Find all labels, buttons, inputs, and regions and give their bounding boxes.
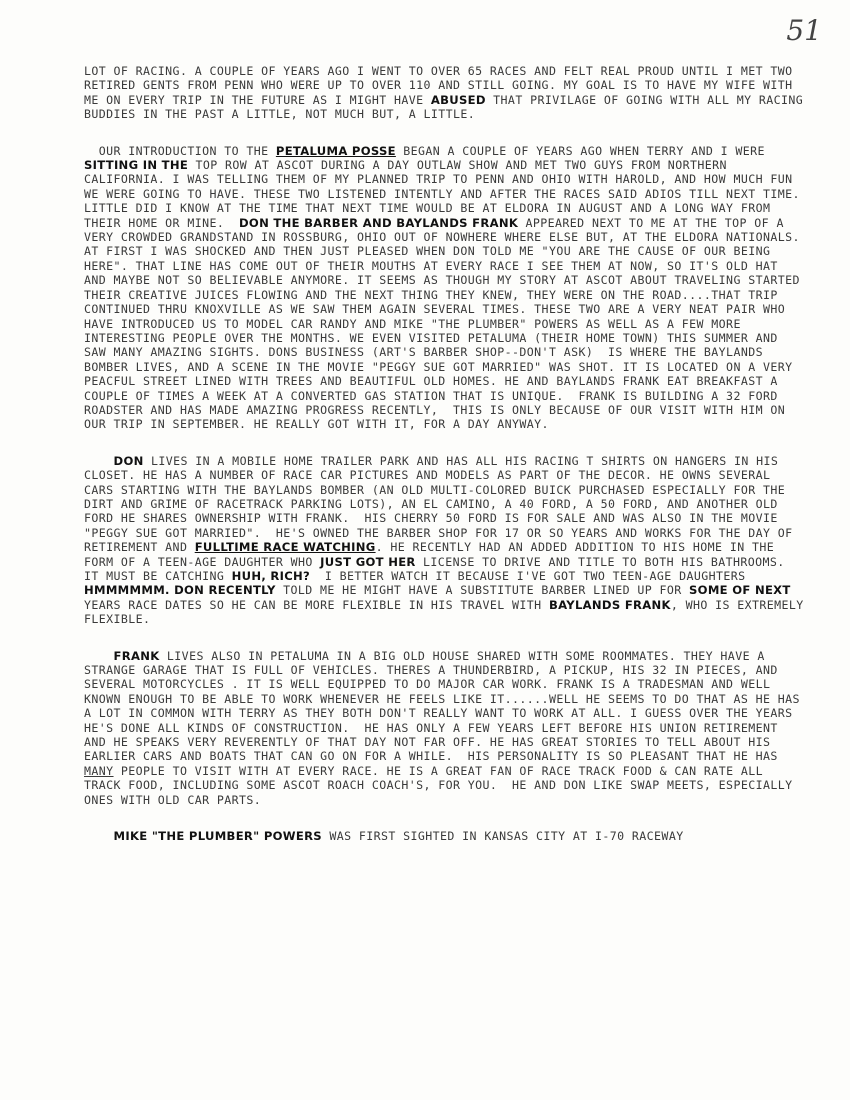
text-run: . HE RECENTLY HAD AN ADDED ADDITION TO HIS HOME IN THE FORM OF A TEEN-AGE DAUGHTER WHO <box>84 540 782 569</box>
bold-text: SOME OF NEXT <box>689 583 791 598</box>
text-run <box>84 649 114 663</box>
bold-text: MIKE "THE PLUMBER" POWERS <box>113 829 322 844</box>
text-run: BEGAN A COUPLE OF YEARS AGO WHEN TERRY AND I WERE <box>395 143 773 158</box>
bold-underlined-text: PETALUMA POSSE <box>275 143 396 158</box>
bold-text: JUST GOT HER <box>320 554 416 569</box>
paragraph-mike-powers <box>84 829 806 843</box>
text-run: THAT PRIVILAGE OF GOING WITH ALL MY RACING BUDDIES IN THE PAST A LITTLE, NOT MUCH BUT, A LITTLE. <box>84 92 811 122</box>
bold-text: HUH, RICH? <box>231 569 311 583</box>
text-run: TOLD ME HE MIGHT HAVE A SUBSTITUTE BARBER LINED UP FOR <box>275 583 690 598</box>
paragraph-petaluma-posse <box>84 143 815 432</box>
text-run: YEARS RACE DATES SO HE CAN BE MORE FLEXIBLE IN HIS TRAVEL WITH <box>84 583 799 612</box>
text-run: , WHO IS EXTREMELY FLEXIBLE. <box>84 597 812 627</box>
bold-text: DON THE BARBER AND BAYLANDS FRANK <box>238 215 519 230</box>
text-run: LIVES IN A MOBILE HOME TRAILER PARK AND HAS ALL HIS RACING T SHIRTS ON HANGERS IN HIS CLOSET. HE HAS A NUMBER OF RACE CAR PICTURES AND MODELS AS PART OF THE DECOR. HE OWNS SEVERAL CARS STARTING WITH THE BAYLANDS BOMBER (AN OLD MULTI-COLORED BUICK PURCHASED ESPECIALLY FOR THE DIRT AND GRIME OF RACETRACK PARKING LOTS), AN EL CAMINO, A 40 FORD, A 50 FORD, AND ANOTHER OLD FORD HE SHARES OWNERSHIP WITH FRANK. HIS CHERRY 50 FORD IS FOR SALE AND WAS ALSO IN THE MOVIE "PEGGY SUE GOT MARRIED". HE'S OWNED THE BARBER SHOP FOR 17 OR SO YEARS AND WORKS FOR THE DAY OF RETIREMENT AND <box>84 453 800 555</box>
text-run: TOP ROW AT ASCOT DURING A DAY OUTLAW SHOW AND MET TWO GUYS FROM NORTHERN CALIFORNIA. I WAS TELLING THEM OF MY PLANNED TRIP TO PENN AND OHIO WITH HAROLD, AND HOW MUCH FUN WE WERE GOING TO HAVE. THESE TWO LISTENED INTENTLY AND AFTER THE RACES SAID ADIOS TILL NEXT TIME. LITTLE DID I KNOW AT THE TIME THAT NEXT TIME WOULD BE AT ELDORA IN AUGUST AND A LONG WAY FROM THEIR HOME OR MINE. <box>84 158 808 230</box>
document-body <box>84 64 815 844</box>
bold-text: BAYLANDS FRANK <box>548 597 671 612</box>
bold-text: ABUSED <box>430 92 486 107</box>
bold-text: SITTING IN THE <box>84 158 189 173</box>
text-run <box>84 454 114 468</box>
text-run: I BETTER WATCH IT BECAUSE I'VE GOT TWO TEEN-AGE DAUGHTERS <box>310 569 753 583</box>
underlined-text: MANY <box>84 763 114 778</box>
bold-underlined-text: FULLTIME RACE WATCHING <box>194 540 376 555</box>
paragraph-racing-goal <box>84 64 811 122</box>
bold-text: DON <box>113 453 144 468</box>
text-run: LIVES ALSO IN PETALUMA IN A BIG OLD HOUSE SHARED WITH SOME ROOMMATES. THEY HAVE A STRANGE GARAGE THAT IS FULL OF VEHICLES. THERES A THUNDERBIRD, A PICKUP, HIS 32 IN PIECES, AND SEVERAL MOTORCYCLES . IT IS WELL EQUIPPED TO DO MAJOR CAR WORK. FRANK IS A TRADESMAN AND WELL KNOWN ENOUGH TO BE ABLE TO WORK WHENEVER HE FEELS LIKE IT......WELL HE SEEMS TO DO THAT AS HE HAS A LOT IN COMMON WITH TERRY AS THEY BOTH DON'T REALLY WANT TO WORK AT ALL. I GUESS OVER THE YEARS HE'S DONE ALL KINDS OF CONSTRUCTION. HE HAS ONLY A FEW YEARS LEFT BEFORE HIS UNION RETIREMENT AND HE SPEAKS VERY REVERENTLY OF THAT DAY NOT FAR OFF. HE HAS GREAT STORIES TO TELL ABOUT HIS EARLIER CARS AND BOATS THAT CAN GO ON FOR A WHILE. HIS PERSONALITY IS SO PLEASANT THAT HE HAS <box>84 648 808 764</box>
bold-text: HMMMMMM. DON RECENTLY <box>84 583 276 598</box>
text-run: LICENSE TO DRIVE AND TITLE TO BOTH HIS BATHROOMS. IT MUST BE CATCHING <box>84 554 793 583</box>
text-run: LOT OF RACING. A COUPLE OF YEARS AGO I WENT TO OVER 65 RACES AND FELT REAL PROUD UNTIL I MET TWO RETIRED GENTS FROM PENN WHO WERE UP TO OVER 110 AND STILL GOING. MY GOAL IS TO HAVE MY WIFE WITH ME ON EVERY TRIP IN THE FUTURE AS I MIGHT HAVE <box>84 64 800 107</box>
text-run: PEOPLE TO VISIT WITH AT EVERY RACE. HE IS A GREAT FAN OF RACE TRACK FOOD & CAN RATE ALL TRACK FOOD, INCLUDING SOME ASCOT ROACH COACH'S, FOR YOU. HE AND DON LIKE SWAP MEETS, ESPECIALLY ONES WITH OLD CAR PARTS. <box>84 763 800 807</box>
text-run: WAS FIRST SIGHTED IN KANSAS CITY AT I-70 RACEWAY <box>321 829 684 844</box>
paragraph-don <box>84 453 812 627</box>
page-number: 51 <box>786 14 822 47</box>
text-run: OUR INTRODUCTION TO THE <box>84 143 276 158</box>
bold-text: FRANK <box>113 648 160 663</box>
text-run: APPEARED NEXT TO ME AT THE TOP OF A VERY CROWDED GRANDSTAND IN ROSSBURG, OHIO OUT OF NOWHERE WHERE ELSE BUT, AT THE ELDORA NATIONALS. AT FIRST I WAS SHOCKED AND THEN JUST PLEASED WHEN DON TOLD ME "YOU ARE THE CAUSE OF OUR BEING HERE". THAT LINE HAS COME OUT OF THEIR MOUTHS AT EVERY RACE I SEE THEM AT NOW, SO IT'S OLD HAT AND MAYBE NOT SO BELIEVABLE ANYMORE. IT SEEMS AS THOUGH MY STORY AT ASCOT ABOUT TRAVELING STARTED THEIR CREATIVE JUICES FLOWING AND THE NEXT THING THEY KNEW, THEY WERE ON THE ROAD....THAT TRIP CONTINUED THRU KNOXVILLE AS WE SAW THEM AGAIN SEVERAL TIMES. THESE TWO ARE A VERY NEAT PAIR WHO HAVE INTRODUCED US TO MODEL CAR RANDY AND MIKE "THE PLUMBER" POWERS AS WELL AS A FEW MORE INTERESTING PEOPLE OVER THE MONTHS. WE EVEN VISITED PETALUMA (THEIR HOME TOWN) THIS SUMMER AND SAW MANY AMAZING SIGHTS. DONS BUSINESS (ART'S BARBER SHOP--DON'T ASK) IS WHERE THE BAYLANDS BOMBER LIVES, AND A SCENE IN THE MOVIE "PEGGY SUE GOT MARRIED" WAS SHOT. IT IS LOCATED ON A VERY PEACFUL STREET LINED WITH TREES AND BEAUTIFUL OLD HOMES. HE AND BAYLANDS FRANK EAT BREAKFAST A COUPLE OF TIMES A WEEK AT A CONVERTED GAS STATION THAT IS UNIQUE. FRANK IS BUILDING A 32 FORD ROADSTER AND HAS MADE AMAZING PROGRESS RECENTLY, THIS IS ONLY BECAUSE OF OUR VISIT WITH HIM ON OUR TRIP IN SEPTEMBER. HE REALLY GOT WITH IT, FOR A DAY ANYWAY. <box>84 215 815 432</box>
paragraph-frank <box>84 649 806 807</box>
text-run <box>84 829 114 843</box>
